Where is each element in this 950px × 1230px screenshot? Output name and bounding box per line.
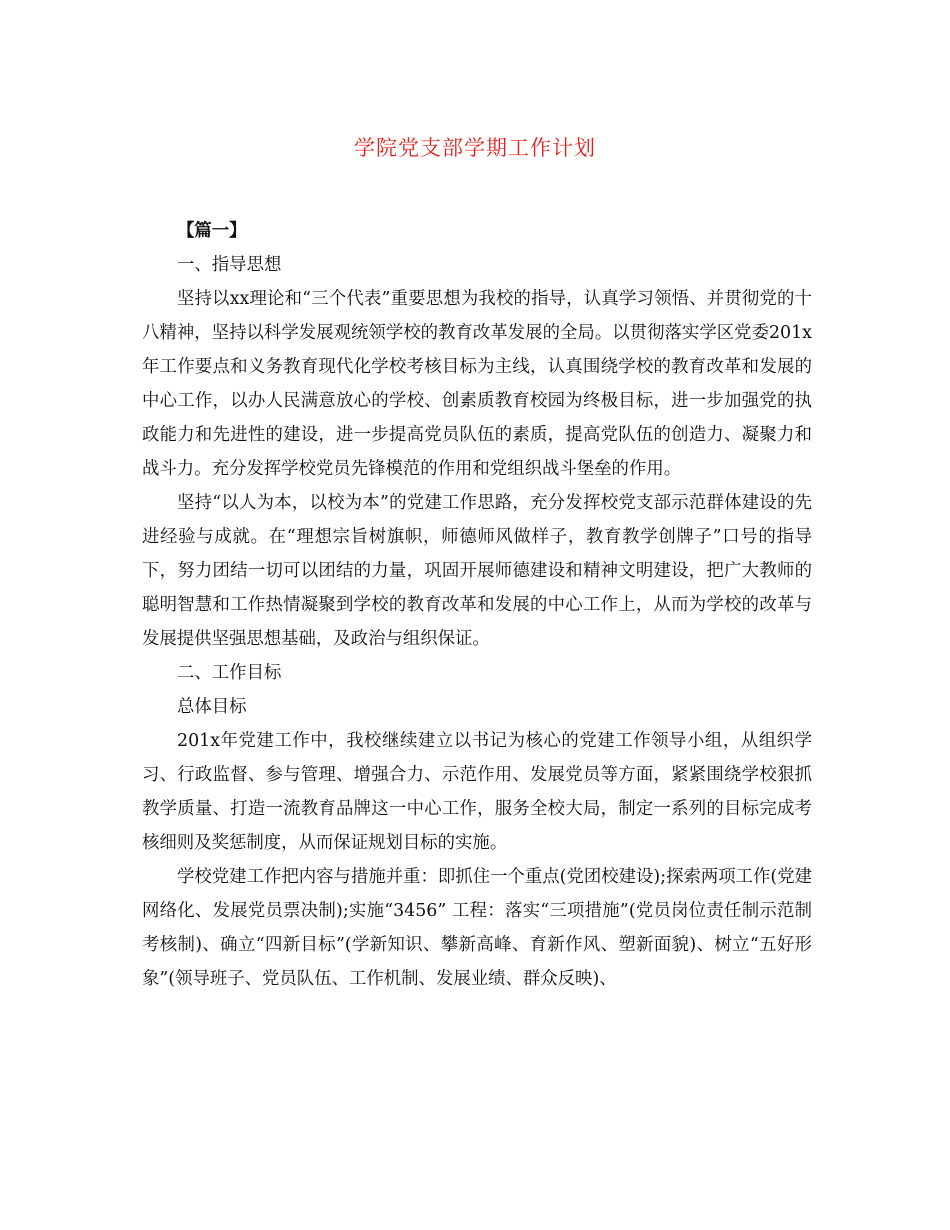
section-heading-guiding-thought: 一、指导思想 [177,255,282,275]
section-label: 【篇一】 [177,221,247,241]
paragraph-party-building-approach: 坚持“以人为本，以校为本”的党建工作思路，充分发挥校党支部示范群体建设的先进经验与成就。在“理想宗旨树旗帜，师德师风做样子，教育教学创牌子”口号的指导下，努力团结一切可以团结的力量，巩固开展师德建设和精神文明建设，把广大教师的聪明智慧和工作热情凝聚到学校的教育改革和发展的中心工作上，从而为学校的改革与发展提供坚强思想基础，及政治与组织保证。 [142,493,812,649]
paragraph-overall-goals: 201x年党建工作中，我校继续建立以书记为核心的党建工作领导小组，从组织学习、行政监督、参与管理、增强合力、示范作用、发展党员等方面，紧紧围绕学校狠抓教学质量、打造一流教育品牌这一中心工作，服务全校大局，制定一系列的目标完成考核细则及奖惩制度，从而保证规划目标的实施。 [142,731,812,853]
section-heading-work-goals: 二、工作目标 [177,663,282,683]
subheading-overall-goals: 总体目标 [177,697,247,717]
paragraph-content-measures: 学校党建工作把内容与措施并重：即抓住一个重点(党团校建设);探索两项工作(党建网络化、发展党员票决制);实施“3456” 工程：落实“三项措施”(党员岗位责任制示范制考核制)、确立“四新目标”(学新知识、攀新高峰、育新作风、塑新面貌)、树立“五好形象”(领导班子、党员队伍、工作机制、发展业绩、群众反映)、 [142,867,812,989]
document-title: 学院党支部学期工作计划 [354,136,596,160]
paragraph-guiding-thought: 坚持以xx理论和“三个代表”重要思想为我校的指导，认真学习领悟、并贯彻党的十八精神，坚持以科学发展观统领学校的教育改革发展的全局。以贯彻落实学区党委201x年工作要点和义务教育现代化学校考核目标为主线，认真围绕学校的教育改革和发展的中心工作，以办人民满意放心的学校、创素质教育校园为终极目标，进一步加强党的执政能力和先进性的建设，进一步提高党员队伍的素质，提高党队伍的创造力、凝聚力和战斗力。充分发挥学校党员先锋模范的作用和党组织战斗堡垒的作用。 [142,289,812,479]
document-body [142,214,812,996]
